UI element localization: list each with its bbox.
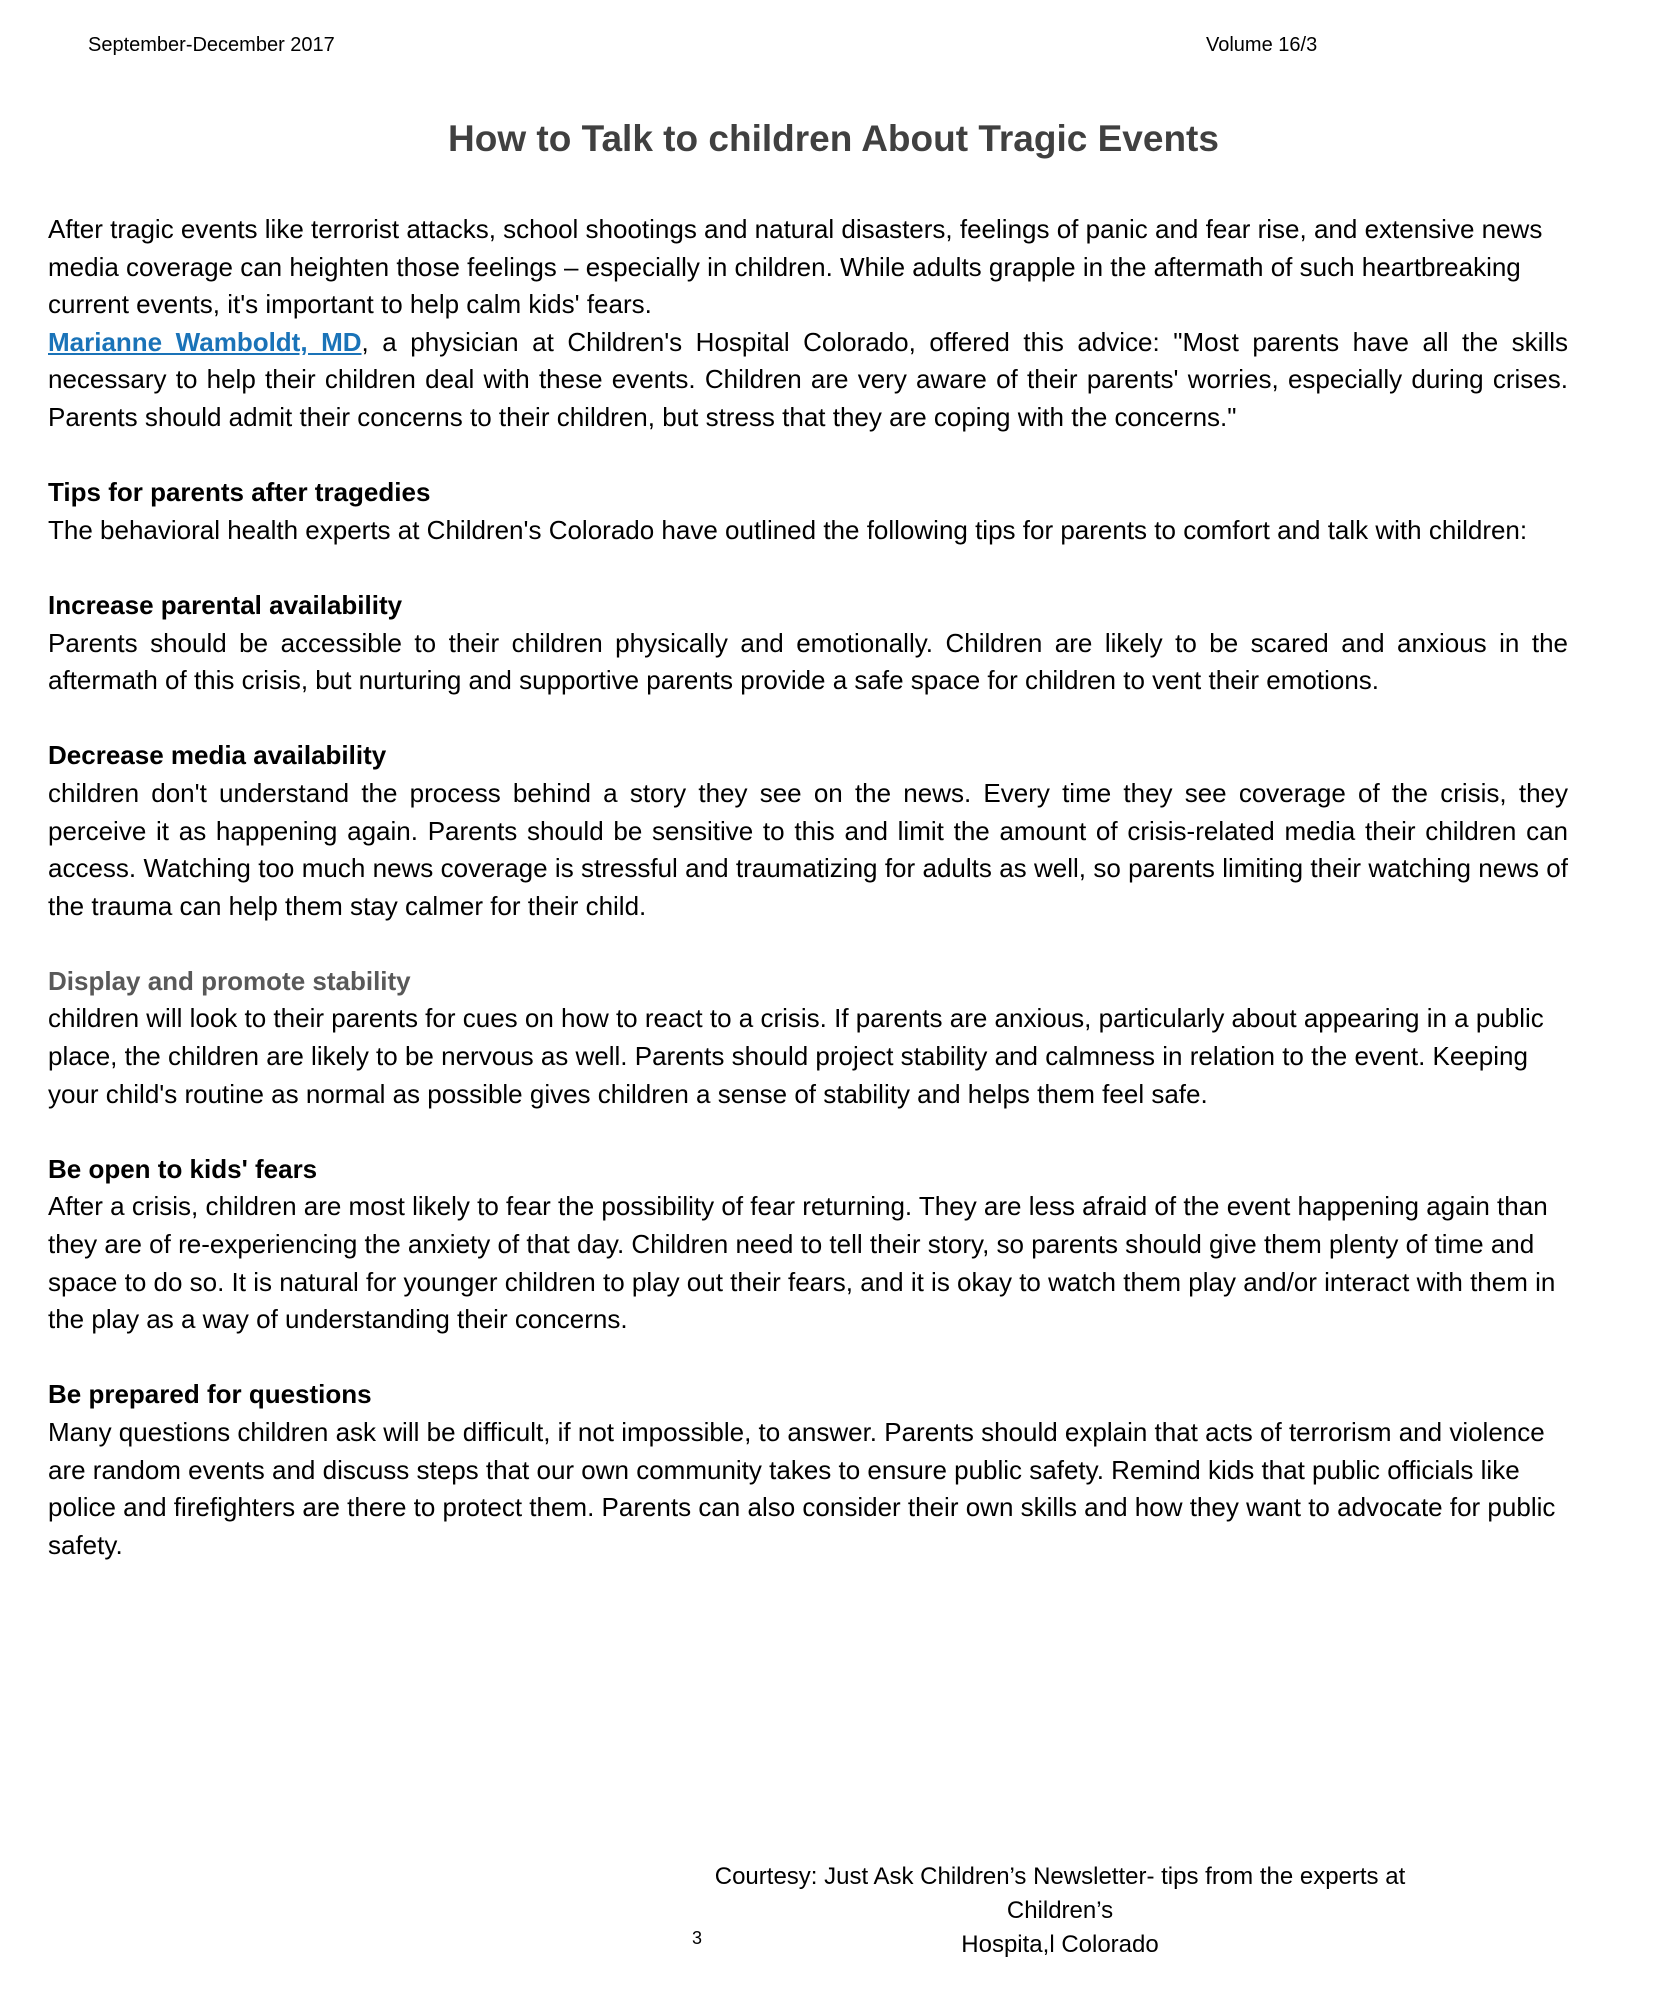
section-heading-media-availability: Decrease media availability — [48, 740, 387, 771]
doctor-quote-paragraph — [48, 324, 1568, 437]
spacer — [48, 549, 1568, 587]
spacer — [48, 925, 1568, 963]
section-body-media-availability: children don't understand the process behind a story they see on the news. Every time they see coverage of the crisis, they perceive it as happening again. Parents should be sensitive to this and limit the amount of crisis-related media their children can access. Watching too much news coverage is stressful and traumatizing for adults as well, so parents limiting their watching news of the trauma can help them stay calmer for their child. — [48, 777, 1568, 921]
section-body-kids-fears: After a crisis, children are most likely to fear the possibility of fear returning. They are less afraid of the event happening again than they are of re-experiencing the anxiety of that day. Children need to tell their story, so parents should give them plenty of time and space to do so. It is natural for younger children to play out their fears, and it is okay to watch them play and/or interact with them in the play as a way of understanding their concerns. — [48, 1191, 1556, 1335]
section-heading-stability: Display and promote stability — [48, 965, 411, 996]
section-body-parental-availability: Parents should be accessible to their children physically and emotionally. Children are likely to be scared and anxious in the aftermath of this crisis, but nurturing and supportive parents provide a safe space for children to vent their emotions. — [48, 627, 1568, 696]
courtesy-note — [660, 1860, 1460, 1962]
spacer — [48, 1339, 1568, 1377]
header-date: September-December 2017 — [88, 34, 335, 56]
page-title: How to Talk to children About Tragic Events — [448, 118, 1219, 159]
section-heading-questions: Be prepared for questions — [48, 1379, 372, 1410]
section-heading-parental-availability: Increase parental availability — [48, 589, 403, 620]
courtesy-line-2: Hospita,l Colorado — [961, 1931, 1159, 1958]
doctor-quote-text: , a physician at Children's Hospital Colorado, offered this advice: "Most parents have all the skills necessary to help their children deal with these events. Children are very aware of their parents' worries, especially during crises. Parents should admit their concerns to their children, but stress that they are coping with the concerns." — [48, 326, 1569, 432]
section-body-stability: children will look to their parents for cues on how to react to a crisis. If parents are anxious, particularly about appearing in a public place, the children are likely to be nervous as well. Parents should project stability and calmness in relation to the event. Keeping your child's routine as normal as possible gives children a sense of stability and helps them feel safe. — [48, 1003, 1544, 1109]
article-body — [48, 211, 1568, 1564]
section-heading-tips: Tips for parents after tragedies — [48, 477, 431, 508]
courtesy-line-1: Courtesy: Just Ask Children’s Newsletter- tips from the experts at Children’s — [714, 1863, 1406, 1924]
doctor-link[interactable]: Marianne Wamboldt, MD — [48, 326, 362, 357]
page-number: 3 — [692, 1928, 703, 1948]
section-body-tips: The behavioral health experts at Children's Colorado have outlined the following tips for parents to comfort and talk with children: — [48, 514, 1528, 545]
intro-paragraph: After tragic events like terrorist attacks, school shootings and natural disasters, feelings of panic and fear rise, and extensive news media coverage can heighten those feelings – especially in children. While adults grapple in the aftermath of such heartbreaking current events, it's important to help calm kids' fears. — [48, 214, 1543, 320]
header-volume: Volume 16/3 — [1206, 34, 1318, 56]
spacer — [48, 437, 1568, 475]
section-heading-kids-fears: Be open to kids' fears — [48, 1153, 318, 1184]
spacer — [48, 1113, 1568, 1151]
section-body-questions: Many questions children ask will be difficult, if not impossible, to answer. Parents should explain that acts of terrorism and violence are random events and discuss steps that our own community takes to ensure public safety. Remind kids that public officials like police and firefighters are there to protect them. Parents can also consider their own skills and how they want to advocate for public safety. — [48, 1417, 1556, 1560]
spacer — [48, 700, 1568, 738]
